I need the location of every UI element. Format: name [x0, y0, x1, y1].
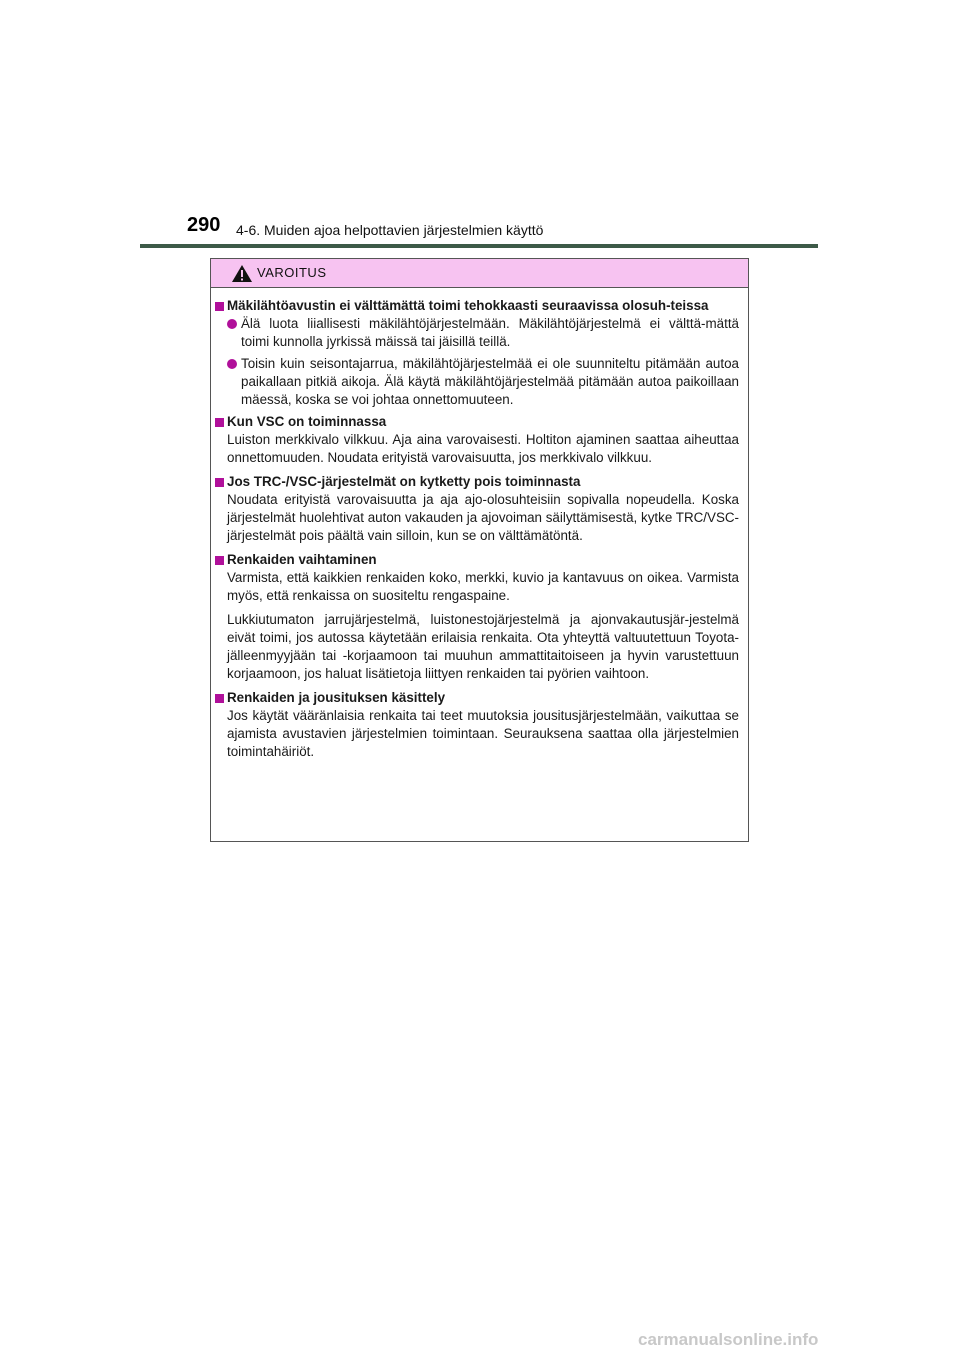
warning-section: [215, 297, 739, 409]
warning-body: [211, 288, 748, 761]
warning-triangle-icon: [231, 264, 253, 283]
section-heading: [215, 413, 739, 431]
warning-header: [211, 259, 748, 288]
list-item: [227, 355, 739, 409]
page-header: [0, 0, 960, 250]
header-rule: [140, 244, 818, 248]
section-heading: [215, 551, 739, 569]
list-item: [227, 315, 739, 351]
square-bullet-icon: [215, 418, 224, 427]
circle-bullet-icon: [227, 359, 237, 369]
warning-box: [210, 258, 749, 842]
warning-section: [215, 473, 739, 545]
page-number: 290: [187, 214, 221, 236]
section-title: 4-6. Muiden ajoa helpottavien järjestelmien käyttö: [236, 222, 544, 238]
list-item-text: Toisin kuin seisontajarrua, mäkilähtöjärjestelmää ei ole suunniteltu pitämään autoa paikallaan pitkiä aikoja. Älä käytä mäkilähtöjärjestelmää pitämään autoa paikoillaan mäessä, koska se voi johtaa onnettomuuteen.: [241, 356, 739, 407]
list-item-text: Älä luota liiallisesti mäkilähtöjärjestelmään. Mäkilähtöjärjestelmä ei välttä-mättä toimi kunnolla jyrkissä mäissä tai jäisillä teillä.: [241, 316, 739, 349]
section-title-text: Kun VSC on toiminnassa: [227, 414, 387, 429]
section-title-text: Jos TRC-/VSC-järjestelmät on kytketty pois toiminnasta: [227, 474, 581, 489]
paragraph: Varmista, että kaikkien renkaiden koko, merkki, kuvio ja kantavuus on oikea. Varmista myös, että renkaissa on suositeltu rengaspaine.: [227, 570, 739, 603]
paragraph: Luiston merkkivalo vilkkuu. Aja aina varovaisesti. Holtiton ajaminen saattaa aiheuttaa onnettomuuden. Noudata erityistä varovaisuutta, jos merkkivalo vilkkuu.: [227, 432, 739, 465]
warning-section: [215, 413, 739, 467]
square-bullet-icon: [215, 556, 224, 565]
square-bullet-icon: [215, 302, 224, 311]
section-heading: [215, 473, 739, 491]
section-heading: [215, 297, 739, 315]
warning-section: [215, 551, 739, 683]
paragraph: Lukkiutumaton jarrujärjestelmä, luistonestojärjestelmä ja ajonvakautusjär-jestelmä eivät toimi, jos autossa käytetään erilaisia renkaita. Ota yhteyttä valtuutettuun Toyota-jälleenmyyjään tai -korjaamoon tai muuhun ammattitaitoiseen ja hyvin varustettuun korjaamoon, jos haluat lisätietoja liittyen renkaiden tai pyörien vaihtoon.: [227, 612, 739, 681]
square-bullet-icon: [215, 694, 224, 703]
paragraph: Jos käytät vääränlaisia renkaita tai teet muutoksia jousitusjärjestelmään, vaikuttaa se ajamista avustavien järjestelmien toimintaan. Seurauksena saattaa olla järjestelmien toimintahäiriöt.: [227, 708, 739, 759]
section-title-text: Renkaiden vaihtaminen: [227, 552, 377, 567]
section-title-text: Mäkilähtöavustin ei välttämättä toimi tehokkaasti seuraavissa olosuh-teissa: [227, 298, 709, 313]
section-title-text: Renkaiden ja jousituksen käsittely: [227, 690, 446, 705]
section-heading: [215, 689, 739, 707]
paragraph: Noudata erityistä varovaisuutta ja aja ajo-olosuhteisiin sopivalla nopeudella. Koska järjestelmät huolehtivat auton vakauden ja ajovoiman säilyttämisestä, kytke TRC/VSC-järjestelmät pois päältä vain silloin, kun se on välttämätöntä.: [227, 492, 739, 543]
square-bullet-icon: [215, 478, 224, 487]
warning-label: VAROITUS: [257, 265, 327, 280]
watermark: carmanualsonline.info: [638, 1330, 819, 1349]
circle-bullet-icon: [227, 319, 237, 329]
warning-section: [215, 689, 739, 761]
